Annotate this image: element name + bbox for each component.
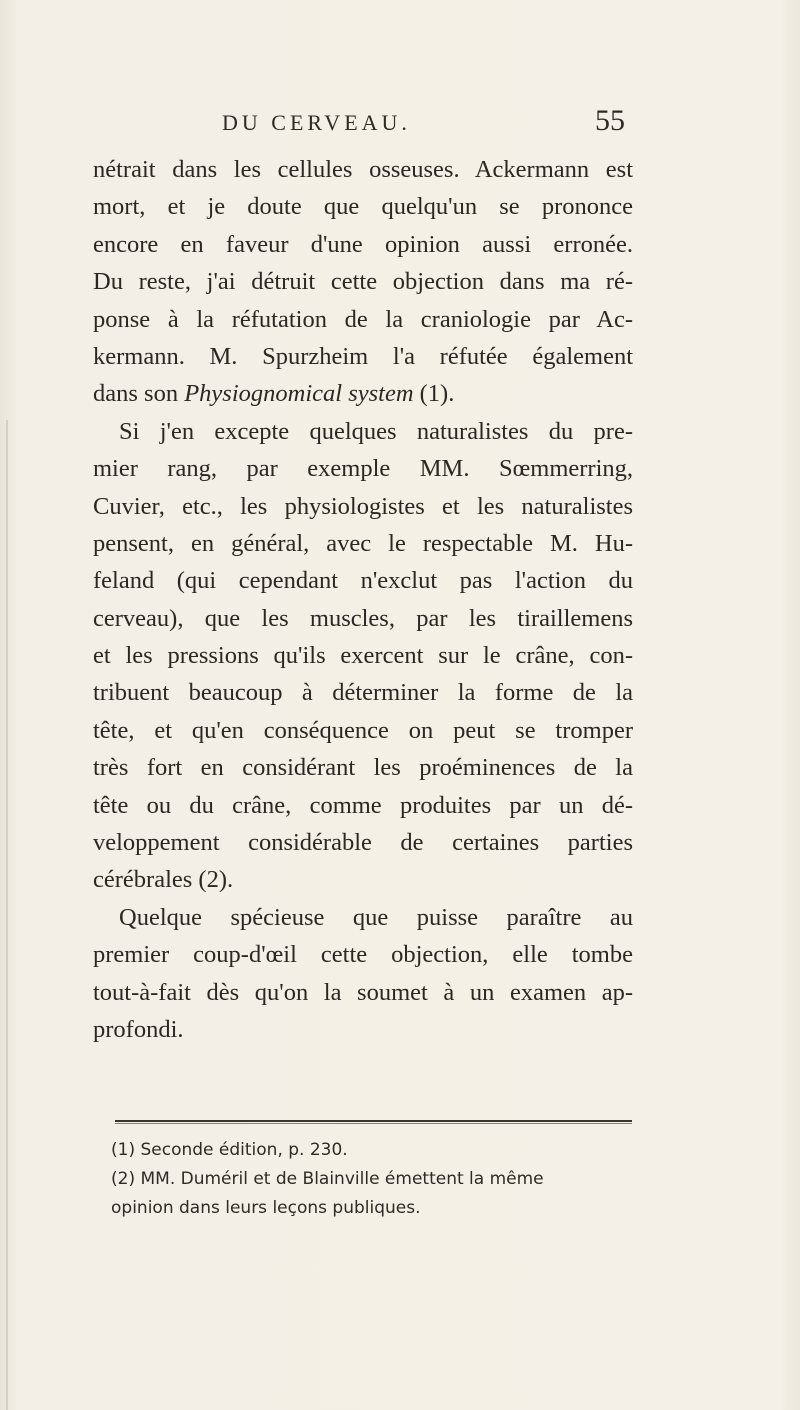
text-line: cerveau), que les muscles, par les tiraillemens (93, 604, 633, 632)
footnote-1: (1) Seconde édition, p. 230. (111, 1140, 348, 1160)
running-title: DU CERVEAU. (222, 110, 411, 135)
text-line: Cuvier, etc., les physiologistes et les naturalistes (93, 492, 633, 520)
footnote-divider-thin (115, 1123, 632, 1124)
body-text (93, 151, 633, 1048)
text-line: Si j'en excepte quelques naturalistes du pre- (119, 417, 633, 445)
text-line: cérébrales (2). (93, 866, 234, 894)
text-line: tout-à-fait dès qu'on la soumet à un examen ap- (93, 978, 633, 1006)
page-number: 55 (595, 104, 625, 137)
text-line: Quelque spécieuse que puisse paraître au (119, 903, 633, 931)
text-line: kermann. M. Spurzheim l'a réfutée également (93, 342, 633, 370)
text-line: tribuent beaucoup à déterminer la forme de la (93, 679, 633, 707)
footnote-ref: (1). (413, 380, 455, 408)
text-fragment: dans son (93, 380, 185, 408)
book-title-italic: Physiognomical system (184, 380, 414, 408)
text-line: tête, et qu'en conséquence on peut se tromper (93, 716, 633, 744)
footnote-divider (115, 1120, 632, 1122)
page-edge-shadow (6, 420, 8, 1410)
text-line: pensent, en général, avec le respectable M. Hu- (93, 529, 633, 557)
text-line: mort, et je doute que quelqu'un se prononce (93, 193, 633, 221)
running-head (0, 104, 800, 144)
text-line: veloppement considérable de certaines parties (93, 829, 633, 857)
footnote-2-continued: opinion dans leurs leçons publiques. (111, 1198, 421, 1218)
text-line: encore en faveur d'une opinion aussi erronée. (93, 230, 633, 258)
text-line: feland (qui cependant n'exclut pas l'action du (93, 567, 633, 595)
text-line (93, 375, 633, 412)
text-line: et les pressions qu'ils exercent sur le crâne, con- (93, 642, 633, 670)
text-line: nétrait dans les cellules osseuses. Ackermann est (93, 156, 633, 183)
text-line: premier coup-d'œil cette objection, elle tombe (93, 941, 633, 969)
text-line: tête ou du crâne, comme produites par un dé- (93, 791, 633, 819)
text-line: très fort en considérant les proéminences de la (93, 754, 633, 782)
footnotes (111, 1136, 651, 1223)
footnote-2: (2) MM. Duméril et de Blainville émettent la même (111, 1169, 544, 1189)
text-line: mier rang, par exemple MM. Sœmmerring, (93, 455, 633, 483)
text-line: Du reste, j'ai détruit cette objection dans ma ré- (93, 268, 633, 296)
text-line: ponse à la réfutation de la craniologie par Ac- (93, 305, 633, 333)
text-line: profondi. (93, 1015, 184, 1043)
